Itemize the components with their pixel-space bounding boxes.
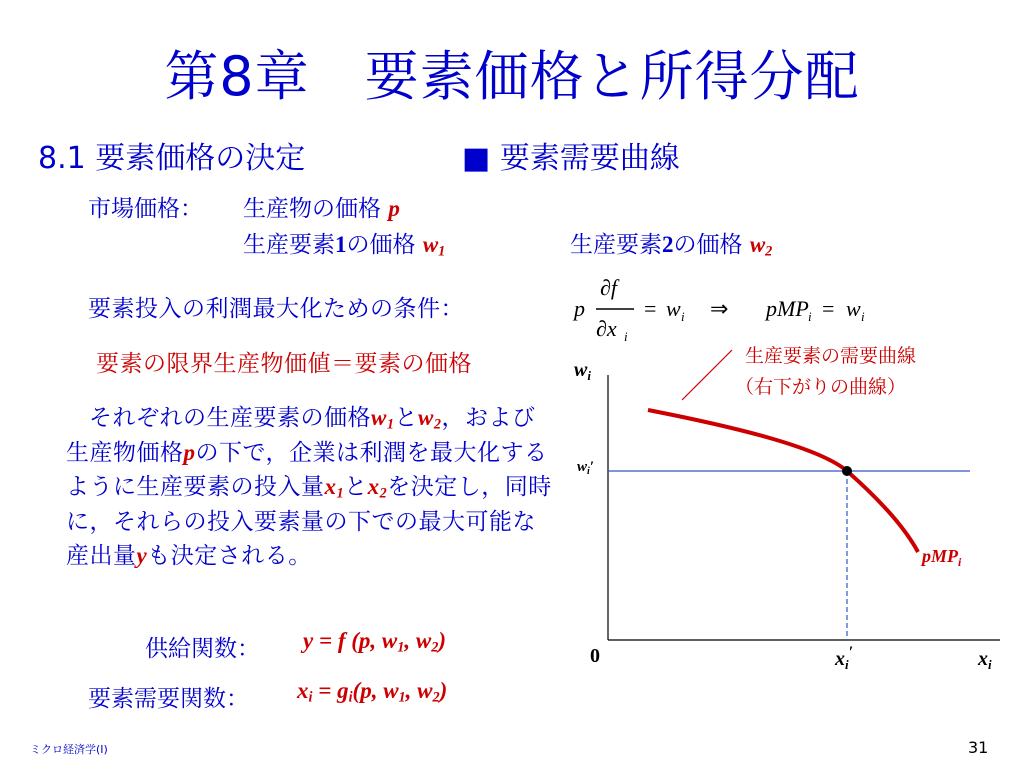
origin-label: 0: [590, 645, 600, 667]
y-axis-label: $w_i$: [574, 359, 591, 383]
eq-pMP: pMP: [766, 296, 809, 321]
callout-note: （右下がりの曲線）: [735, 376, 907, 398]
section-heading: 8.1 要素価格の決定: [38, 141, 306, 176]
para-x2: $x_2$: [367, 474, 388, 502]
wi-prime-label: $w_i'$: [577, 459, 595, 477]
factor2-text-suffix: の価格: [673, 232, 743, 258]
eq-p: p: [574, 296, 585, 321]
equilibrium-point: [842, 466, 852, 476]
eq-denominator: ∂x: [596, 316, 617, 341]
slide-title: 第8章 要素価格と所得分配: [164, 45, 860, 108]
eq-w-2: w: [846, 296, 861, 321]
factor1-text-prefix: 生産要素: [243, 232, 335, 258]
output-price-symbol: p: [388, 196, 400, 221]
condition-statement: 要素の限界生産物価値＝要素の価格: [96, 351, 472, 377]
eq-w: w: [666, 296, 681, 321]
eq-implies: ⇒: [710, 296, 729, 321]
supply-function-label: 供給関数：: [145, 636, 260, 662]
condition-label: 要素投入の利潤最大化ための条件：: [88, 296, 464, 322]
explanation-paragraph: それぞれの生産要素の価格$w_1$と$w_2$，および生産物価格pの下で，企業は利潤を最大化するように生産要素の投入量$x_1$と$x_2$を決定し，同時に，それらの投入要素量の下での最大可能な産出量yも決定される。: [66, 405, 552, 569]
para-w1: $w_1$: [371, 405, 395, 433]
demand-function-formula: $x_i = g_i(p$, $w_1$, $w_2$): [297, 678, 448, 706]
eq-equals: =: [644, 296, 657, 321]
callout-pointer: [682, 350, 732, 400]
eq-pMP-sub: i: [808, 309, 812, 324]
factor2-number: 2: [662, 232, 674, 257]
callout-title: 生産要素の需要曲線: [745, 345, 917, 367]
eq-w-2-sub: i: [861, 309, 865, 324]
para-w2: $w_2$: [417, 405, 442, 433]
factor1-number: 1: [335, 232, 347, 257]
output-price-text: 生産物の価格: [243, 196, 381, 222]
eq-numerator: ∂f: [600, 275, 617, 300]
demand-function-label: 要素需要関数：: [88, 686, 249, 712]
supply-function-formula: y = f (p, $w_1$, $w_2$): [303, 628, 446, 656]
demand-curve: [648, 410, 918, 552]
factor2-symbol: $w_2$: [749, 232, 773, 260]
page-number: 31: [968, 738, 989, 757]
xi-prime-label: $x_i'$: [835, 644, 854, 672]
x-axis-label: $x_i$: [978, 648, 992, 672]
eq-w-sub: i: [681, 309, 685, 324]
eq-equals-2: =: [822, 296, 835, 321]
para-p: p: [183, 439, 196, 465]
subsection-heading: ■ 要素需要曲線: [462, 141, 680, 176]
eq-denominator-sub: i: [624, 329, 628, 344]
factor1-symbol: $w_1$: [422, 232, 446, 260]
curve-label: pMP$_i$: [922, 546, 962, 569]
footer-course-name: ミクロ経済学(Ⅰ): [30, 743, 108, 756]
factor1-text-suffix: の価格: [346, 232, 416, 258]
para-y: y: [136, 543, 148, 568]
market-price-label: 市場価格：: [88, 196, 203, 222]
para-x1: $x_1$: [324, 474, 345, 502]
factor2-text-prefix: 生産要素: [570, 232, 662, 258]
